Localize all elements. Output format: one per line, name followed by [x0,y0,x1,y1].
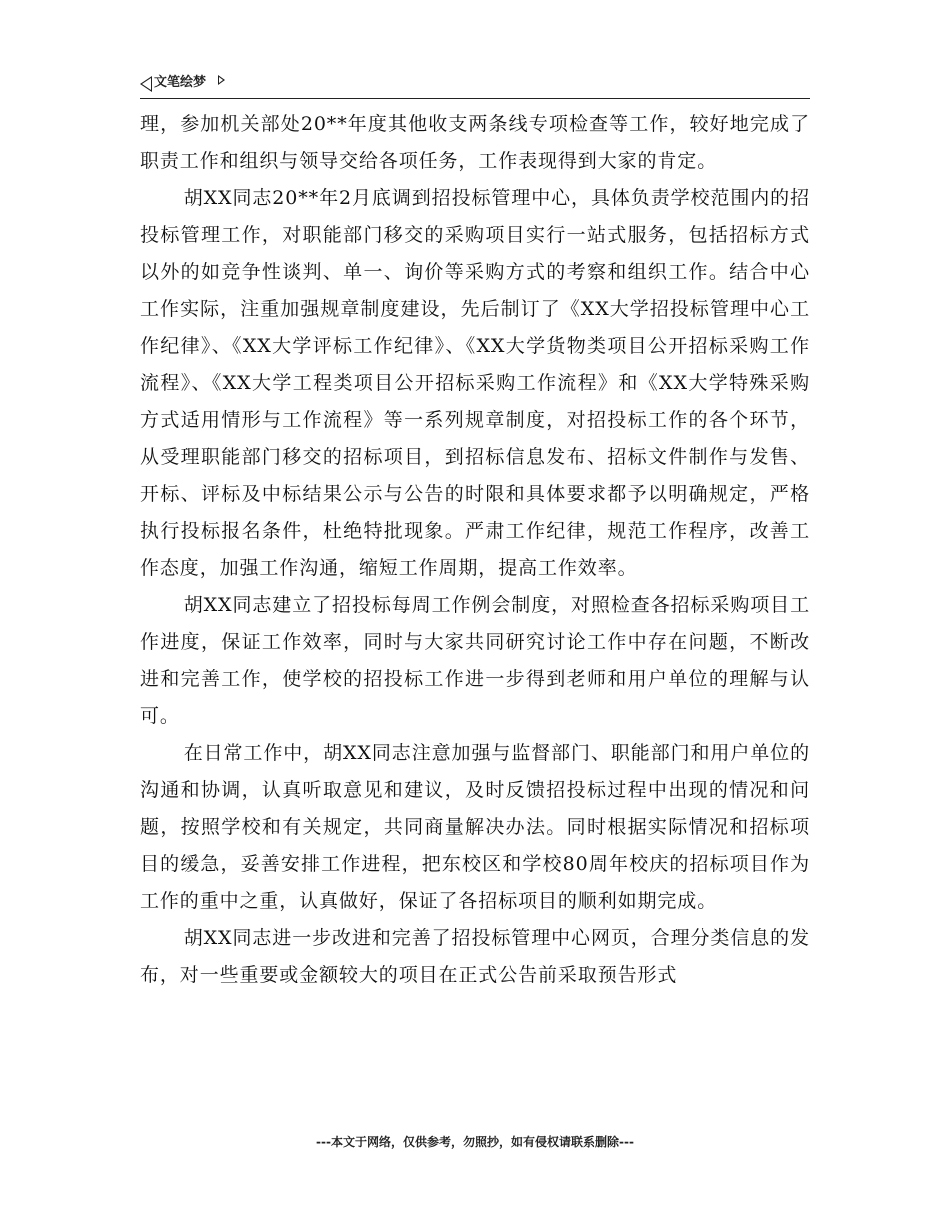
paragraph: 胡XX同志20**年2月底调到招投标管理中心，具体负责学校范围内的招投标管理工作，对职能部门移交的采购项目实行一站式服务，包括招标方式以外的如竞争性谈判、单一、询价等采购方式的考察和组织工作。结合中心工作实际，注重加强规章制度建设，先后制订了《XX大学招投标管理中心工作纪律》、《XX大学评标工作纪律》、《XX大学货物类项目公开招标采购工作流程》、《XX大学工程类项目公开招标采购工作流程》和《XX大学特殊采购方式适用情形与工作流程》等一系列规章制度，对招投标工作的各个环节，从受理职能部门移交的招标项目，到招标信息发布、招标文件制作与发售、开标、评标及中标结果公示与公告的时限和具体要求都予以明确规定，严格执行投标报名条件，杜绝特批现象。严肃工作纪律，规范工作程序，改善工作态度，加强工作沟通，缩短工作周期，提高工作效率。 [140,187,810,579]
paragraph-continued: 理，参加机关部处20**年度其他收支两条线专项检查等工作，较好地完成了职责工作和组织与领导交给各项任务，工作表现得到大家的肯定。 [140,113,810,172]
page-header [140,72,810,99]
paragraph: 胡XX同志进一步改进和完善了招投标管理中心网页，合理分类信息的发布，对一些重要或金额较大的项目在正式公告前采取预告形式 [140,927,810,986]
triangle-left-icon [140,76,152,92]
document-body [140,106,810,994]
paragraph: 胡XX同志建立了招投标每周工作例会制度，对照检查各招标采购项目工作进度，保证工作效率，同时与大家共同研究讨论工作中存在问题，不断改进和完善工作，使学校的招投标工作进一步得到老师和用户单位的理解与认可。 [140,594,810,727]
header-title: 文笔绘梦 [154,75,207,90]
page-footer-notice: ---本文于网络，仅供参考，勿照抄，如有侵权请联系删除--- [316,1135,634,1149]
triangle-right-icon [218,75,225,85]
paragraph: 在日常工作中，胡XX同志注意加强与监督部门、职能部门和用户单位的沟通和协调，认真听取意见和建议，及时反馈招投标过程中出现的情况和问题，按照学校和有关规定，共同商量解决办法。同时根据实际情况和招标项目的缓急，妥善安排工作进程，把东校区和学校80周年校庆的招标项目作为工作的重中之重，认真做好，保证了各招标项目的顺利如期完成。 [140,742,810,912]
